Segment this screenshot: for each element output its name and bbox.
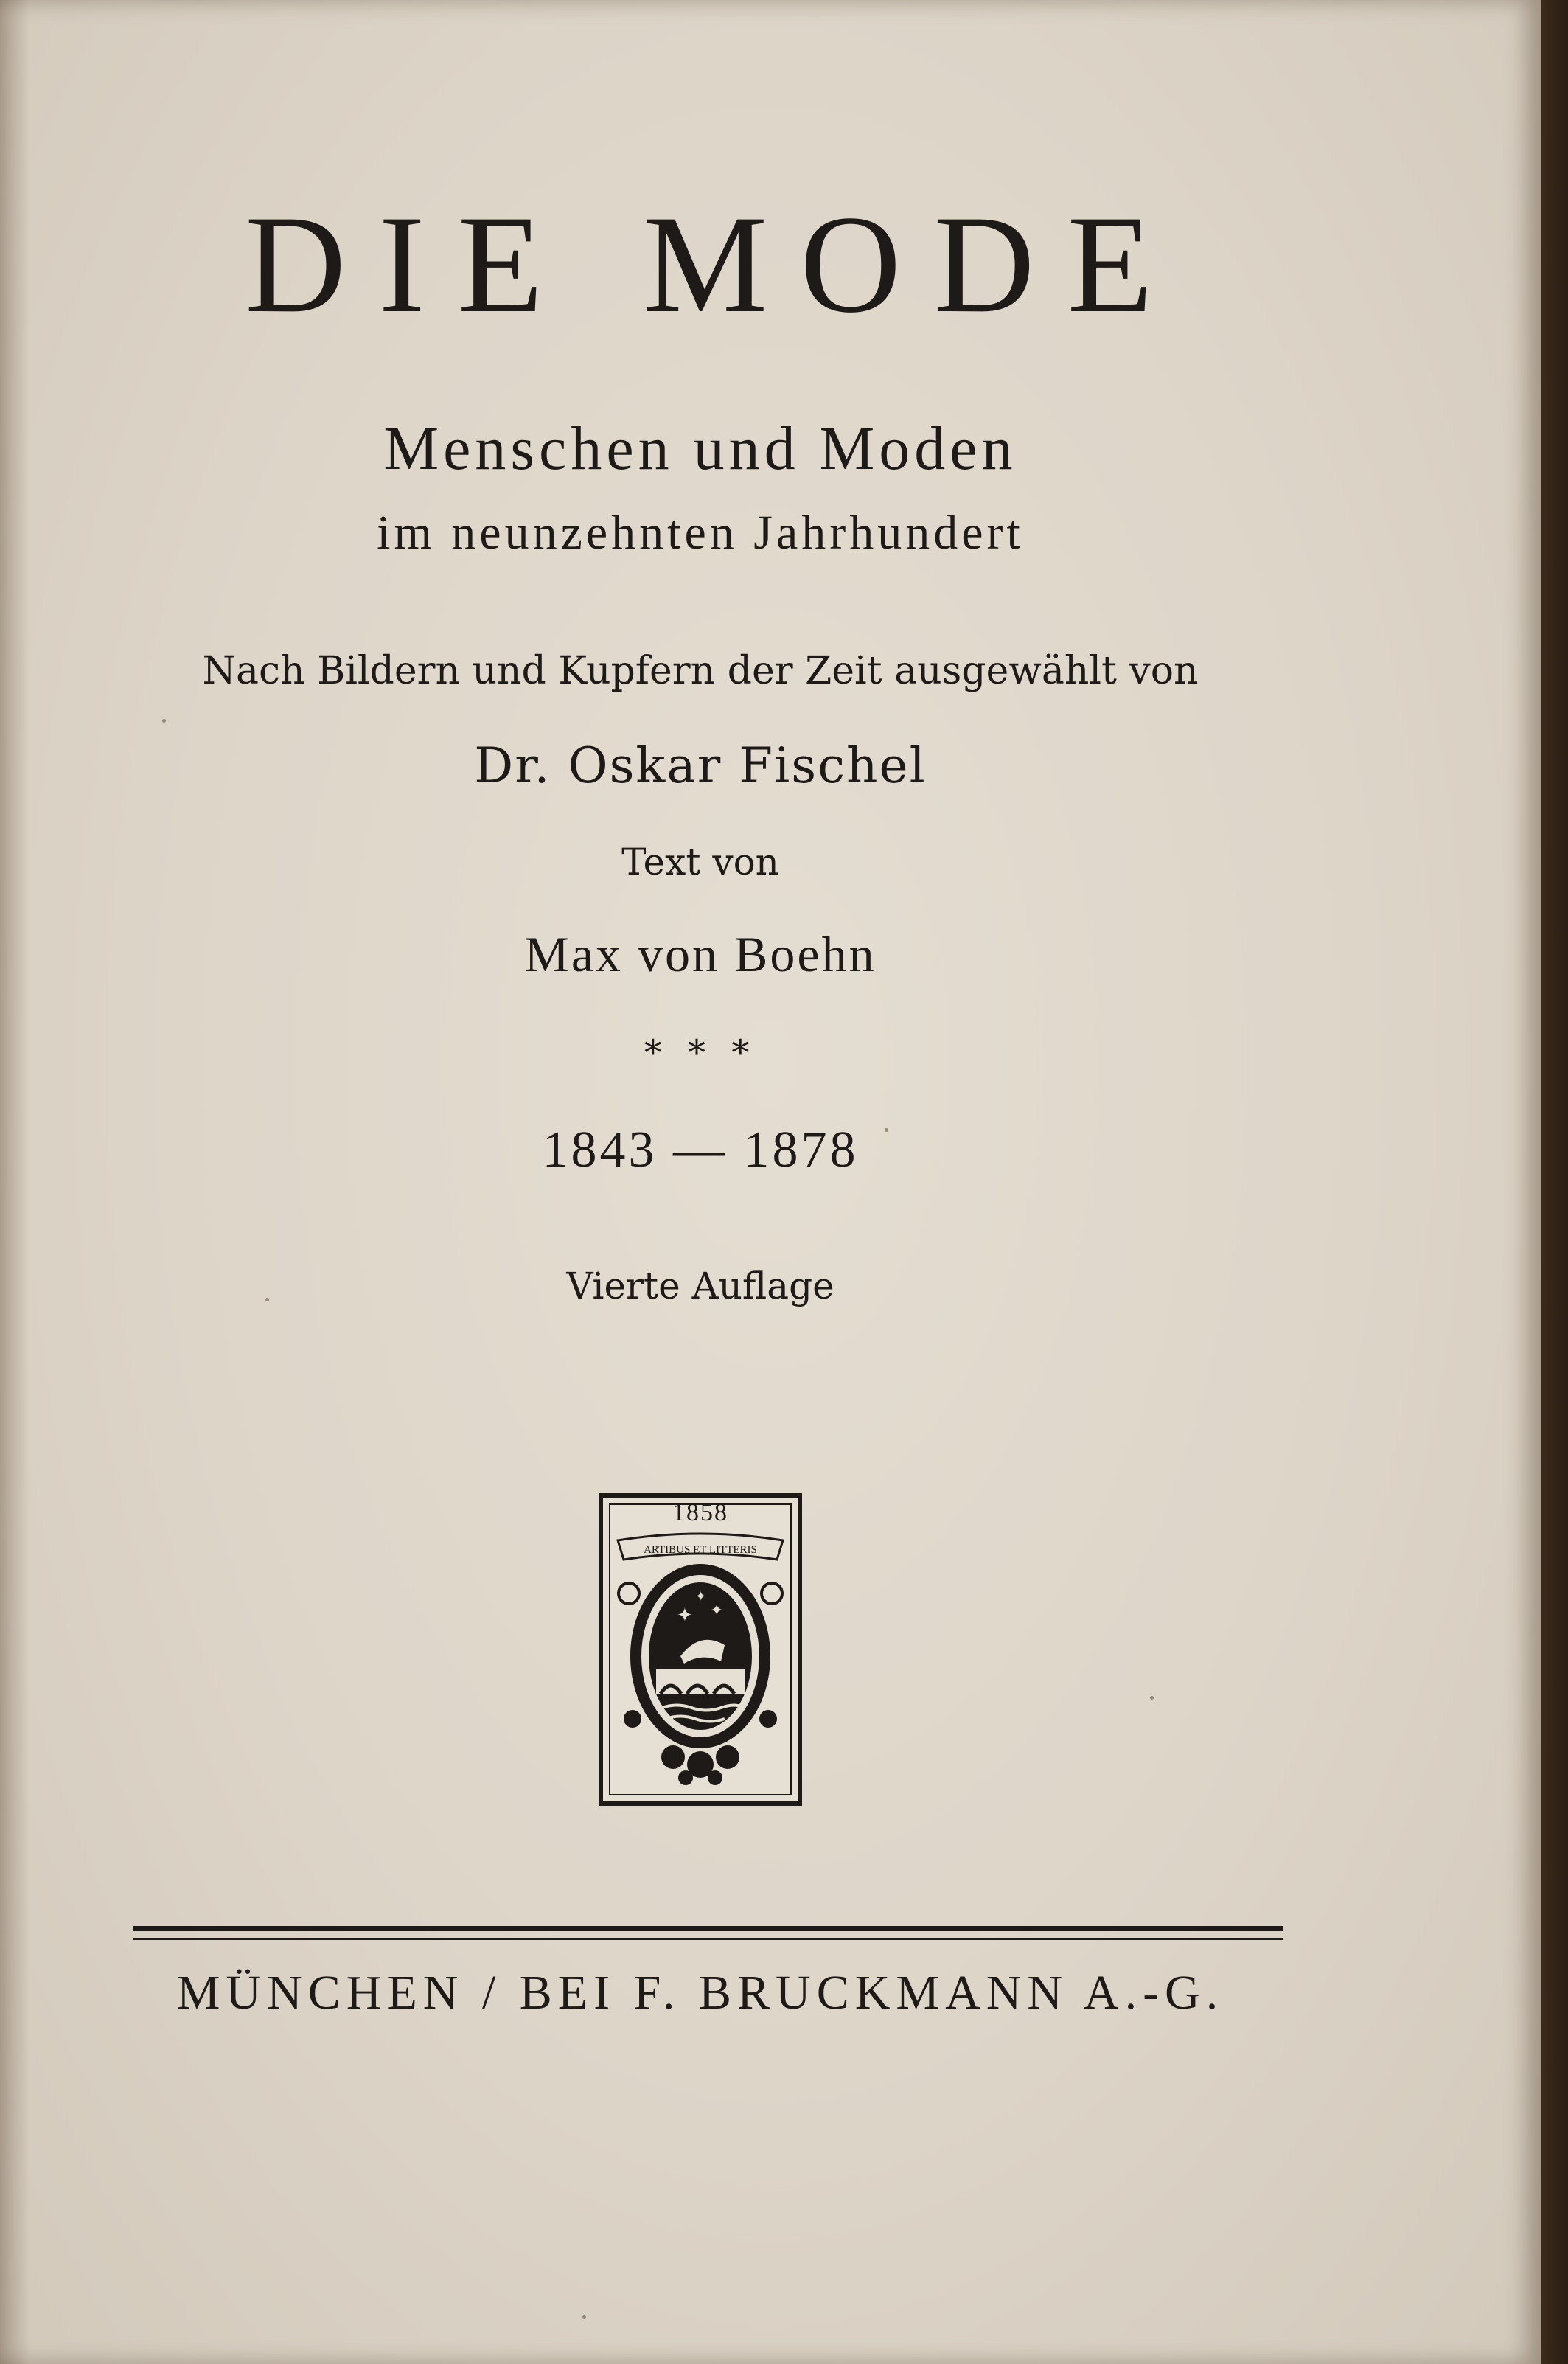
- author-name: Max von Boehn: [524, 926, 877, 982]
- svg-text:✦: ✦: [710, 1602, 724, 1620]
- asterism-ornament: * * *: [644, 1032, 757, 1074]
- year-range: 1843 — 1878: [542, 1122, 859, 1178]
- publisher-emblem-icon: [599, 1493, 802, 1806]
- paper-speck: [885, 1128, 888, 1132]
- paper-speck: [162, 719, 166, 723]
- svg-text:✦: ✦: [695, 1589, 707, 1605]
- paper-speck: [265, 1298, 269, 1301]
- publisher-imprint: MÜNCHEN / BEI F. BRUCKMANN A.-G.: [176, 1966, 1224, 2020]
- text-by-label: Text von: [621, 841, 779, 883]
- emblem-year: 1858: [672, 1499, 728, 1526]
- subtitle-line-2: im neunzehnten Jahrhundert: [377, 506, 1024, 560]
- paper-speck: [582, 2315, 586, 2319]
- emblem-artwork: [603, 1498, 798, 1801]
- emblem-motto: ARTIBUS ET LITTERIS: [644, 1544, 757, 1556]
- svg-text:✦: ✦: [677, 1605, 693, 1627]
- double-rule-thick: [133, 1926, 1283, 1931]
- edition-label: Vierte Auflage: [566, 1265, 834, 1307]
- book-title: DIE MODE: [245, 187, 1185, 342]
- subtitle-line-1: Menschen und Moden: [383, 414, 1017, 483]
- credit-line: Nach Bildern und Kupfern der Zeit ausgewählt von: [202, 649, 1199, 693]
- paper-speck: [1150, 1696, 1154, 1700]
- editor-name: Dr. Oskar Fischel: [474, 737, 927, 794]
- double-rule-thin: [133, 1938, 1283, 1940]
